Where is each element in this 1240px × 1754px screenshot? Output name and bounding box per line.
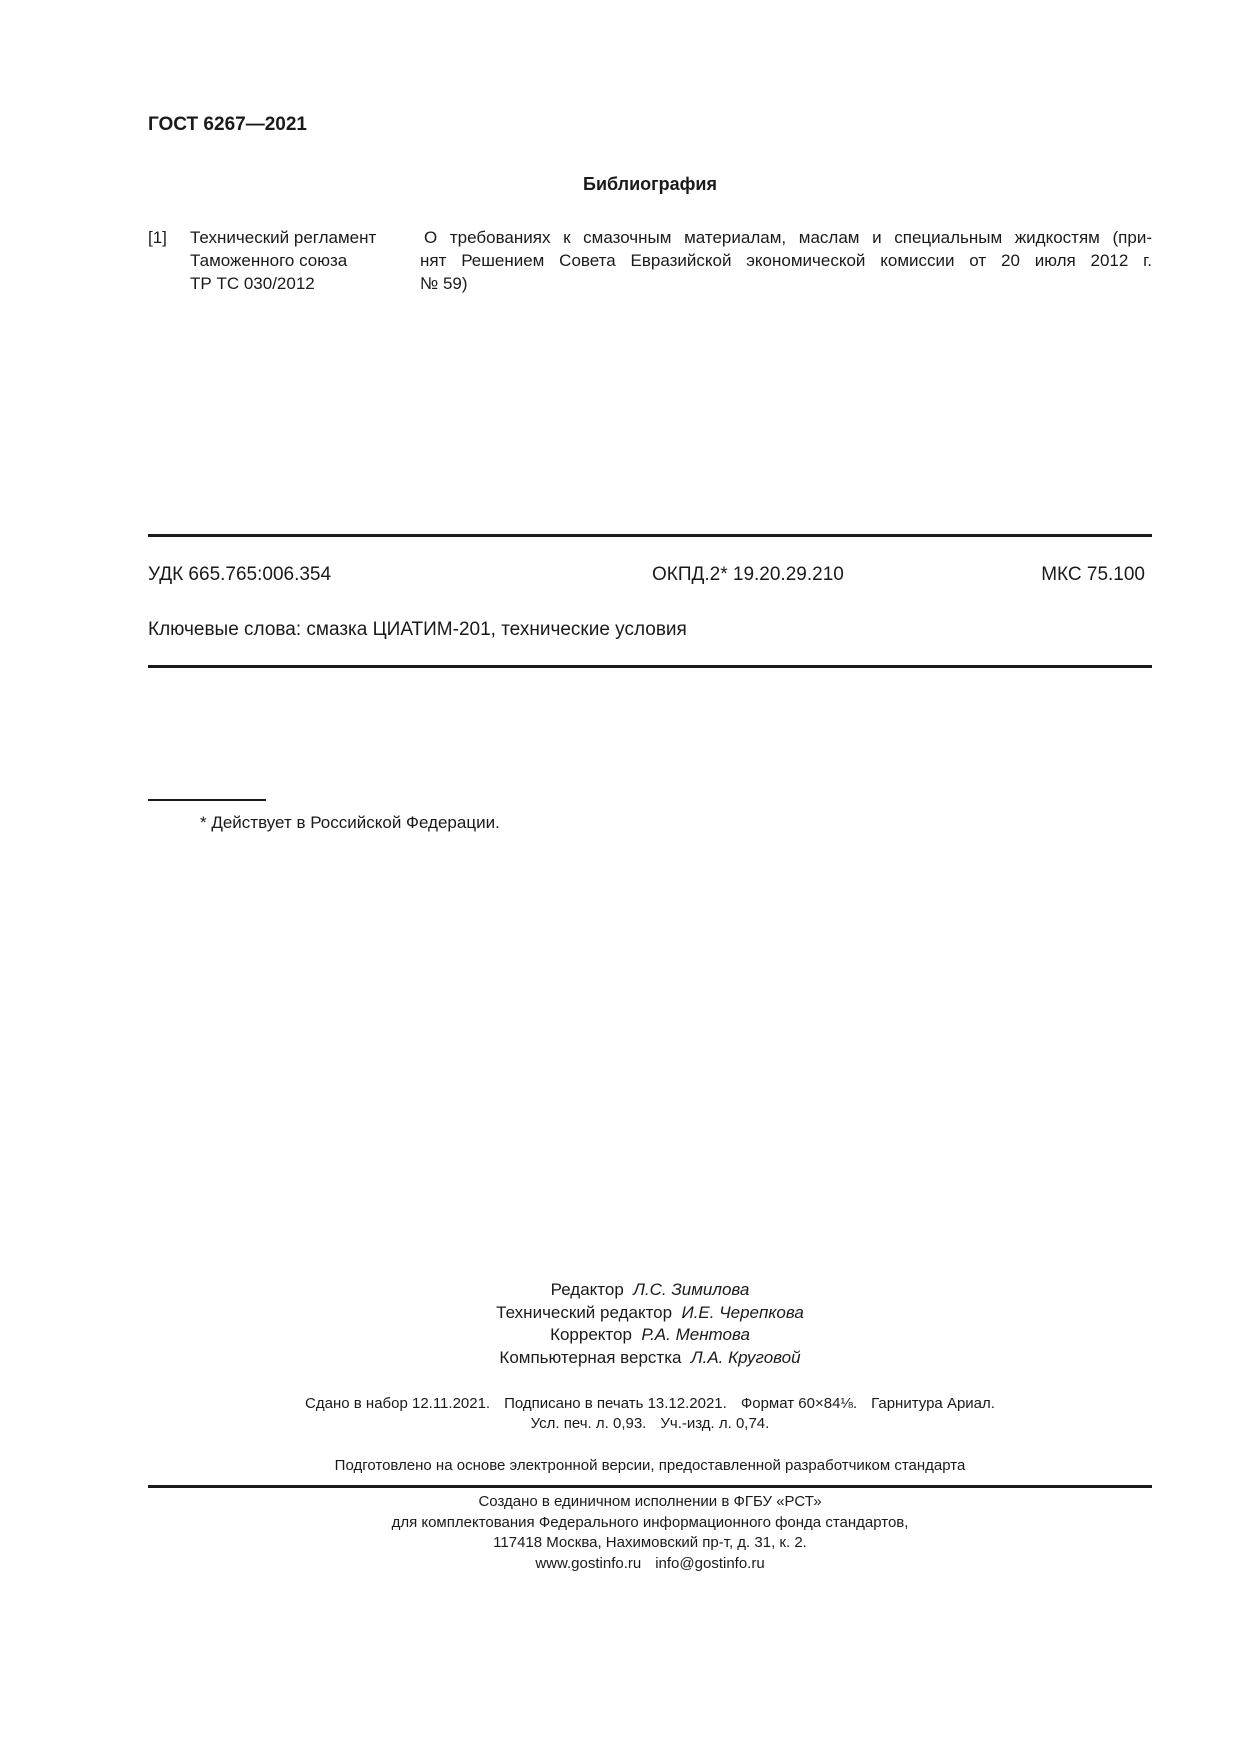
staff-line xyxy=(0,1302,1240,1325)
staff-line xyxy=(0,1347,1240,1370)
section-divider xyxy=(148,534,1152,537)
publication-sheets: Уч.-изд. л. 0,74. xyxy=(660,1415,770,1432)
staff-name: Р.А. Ментова xyxy=(641,1325,750,1344)
email-link[interactable]: info@gostinfo.ru xyxy=(655,1554,765,1572)
imprint-details xyxy=(0,1394,1240,1434)
description-line: О требованиях к смазочным материалам, маслам и специальным жидкостям (при- xyxy=(424,228,1152,247)
mks-code: МКС 75.100 xyxy=(1041,564,1145,585)
typeface: Гарнитура Ариал. xyxy=(871,1395,995,1412)
description-line: № 59) xyxy=(420,274,468,293)
staff-role: Компьютерная верстка xyxy=(499,1347,682,1367)
publisher-line: Создано в единичном исполнении в ФГБУ «РСТ» xyxy=(478,1493,822,1510)
staff-role: Корректор xyxy=(550,1325,632,1344)
section-divider xyxy=(148,1485,1152,1488)
staff-name: Л.А. Круговой xyxy=(690,1347,801,1367)
bibliography-entry-source xyxy=(190,226,415,295)
udk-code: УДК 665.765:006.354 xyxy=(148,564,332,585)
source-line: Технический регламент xyxy=(190,228,377,247)
paper-format: Формат 60×84⅛. xyxy=(740,1395,858,1412)
keywords: Ключевые слова: смазка ЦИАТИМ-201, технические условия xyxy=(148,619,687,640)
publisher-line: 117418 Москва, Нахимовский пр-т, д. 31, к. 2. xyxy=(493,1534,807,1551)
imprint-line xyxy=(0,1414,1240,1434)
staff-line xyxy=(0,1279,1240,1302)
staff-role: Технический редактор xyxy=(496,1302,673,1322)
bibliography-entry-number: [1] xyxy=(148,228,167,247)
source-line: ТР ТС 030/2012 xyxy=(190,274,315,293)
typeset-date: Сдано в набор 12.11.2021. xyxy=(305,1395,491,1412)
bibliography-entry-description xyxy=(420,226,1152,295)
signed-date: Подписано в печать 13.12.2021. xyxy=(504,1395,727,1412)
staff-name: Л.С. Зимилова xyxy=(633,1280,750,1299)
staff-line xyxy=(0,1324,1240,1347)
footnote: * Действует в Российской Федерации. xyxy=(200,813,500,832)
description-line: нят Решением Совета Евразийской экономической комиссии от 20 июля 2012 г. xyxy=(420,251,1152,270)
document-code: ГОСТ 6267—2021 xyxy=(148,114,307,135)
bibliography-title: Библиография xyxy=(583,174,717,194)
website-link[interactable]: www.gostinfo.ru xyxy=(535,1554,642,1572)
staff-role: Редактор xyxy=(550,1280,624,1299)
footnote-divider xyxy=(148,799,266,801)
contact-line xyxy=(0,1554,1240,1575)
publisher-line: для комплектования Федерального информационного фонда стандартов, xyxy=(391,1513,909,1531)
colophon-staff xyxy=(0,1279,1240,1369)
okpd-code: ОКПД.2* 19.20.29.210 xyxy=(652,564,844,585)
publisher-info xyxy=(0,1492,1240,1574)
section-divider xyxy=(148,665,1152,668)
source-line: Таможенного союза xyxy=(190,251,348,270)
imprint-line xyxy=(0,1394,1240,1414)
print-sheets: Усл. печ. л. 0,93. xyxy=(530,1415,647,1432)
staff-name: И.Е. Черепкова xyxy=(681,1302,804,1322)
prepared-note: Подготовлено на основе электронной версии, предоставленной разработчиком стандарта xyxy=(334,1457,966,1474)
